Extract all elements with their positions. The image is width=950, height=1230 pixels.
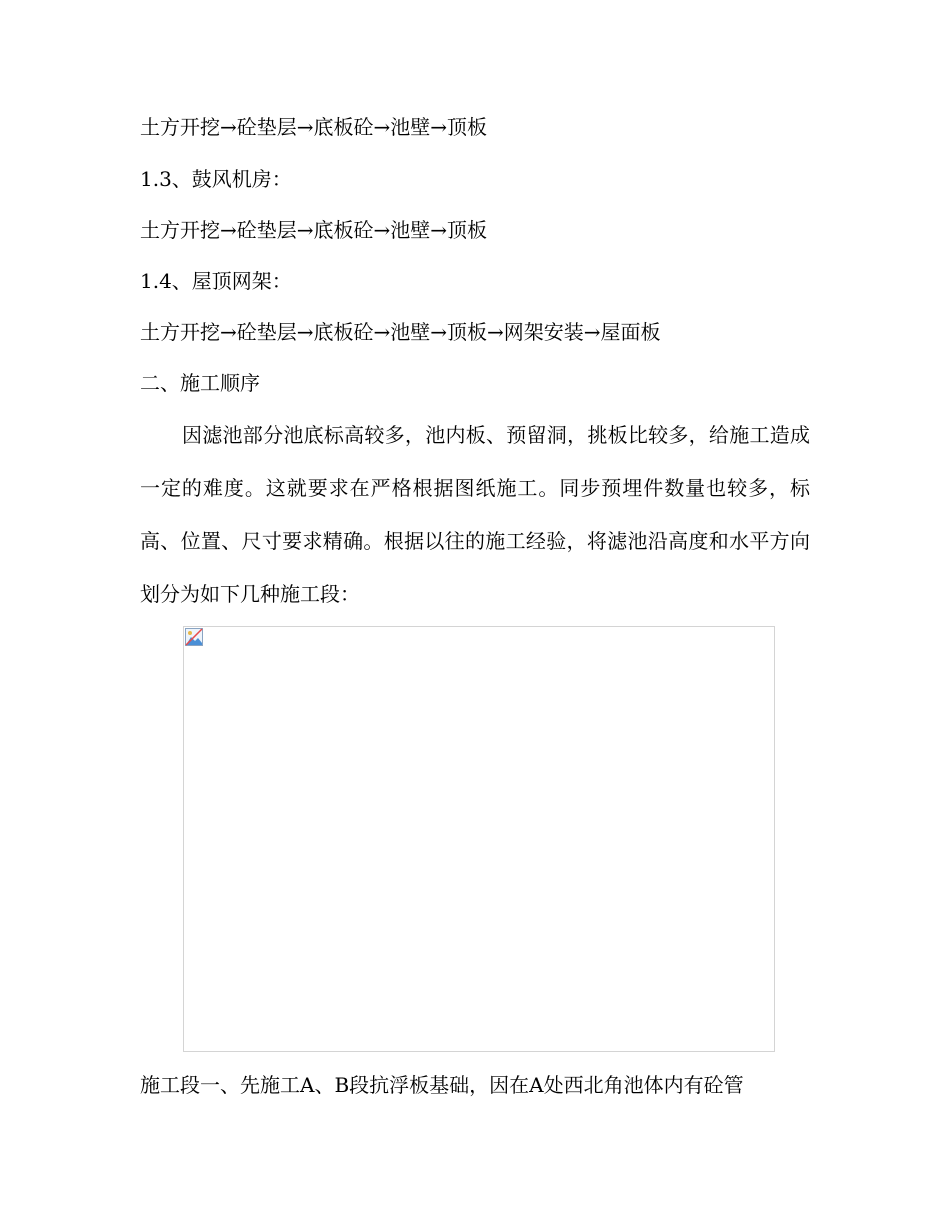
section-heading-construction-sequence: 二、施工顺序 [140, 371, 260, 395]
section-heading-roof-truss: 1.4、屋顶网架： [140, 269, 292, 293]
process-flow-line: 土方开挖→砼垫层→底板砼→池壁→顶板 [140, 218, 488, 242]
image-placeholder [183, 626, 775, 1052]
process-flow-line: 土方开挖→砼垫层→底板砼→池壁→顶板→网架安装→屋面板 [140, 320, 661, 344]
body-paragraph: 因滤池部分池底标高较多，池内板、预留洞，挑板比较多，给施工造成一定的难度。这就要求在严格根据图纸施工。同步预埋件数量也较多，标高、位置、尺寸要求精确。根据以往的施工经验，将滤池沿高度和水平方向划分为如下几种施工段： [140, 423, 810, 606]
broken-image-icon [185, 628, 203, 646]
section-heading-blower-room: 1.3、鼓风机房： [140, 167, 292, 191]
process-flow-line: 土方开挖→砼垫层→底板砼→池壁→顶板 [140, 115, 488, 139]
construction-stage-one-text: 施工段一、先施工A、B段抗浮板基础，因在A处西北角池体内有砼管 [140, 1073, 744, 1097]
